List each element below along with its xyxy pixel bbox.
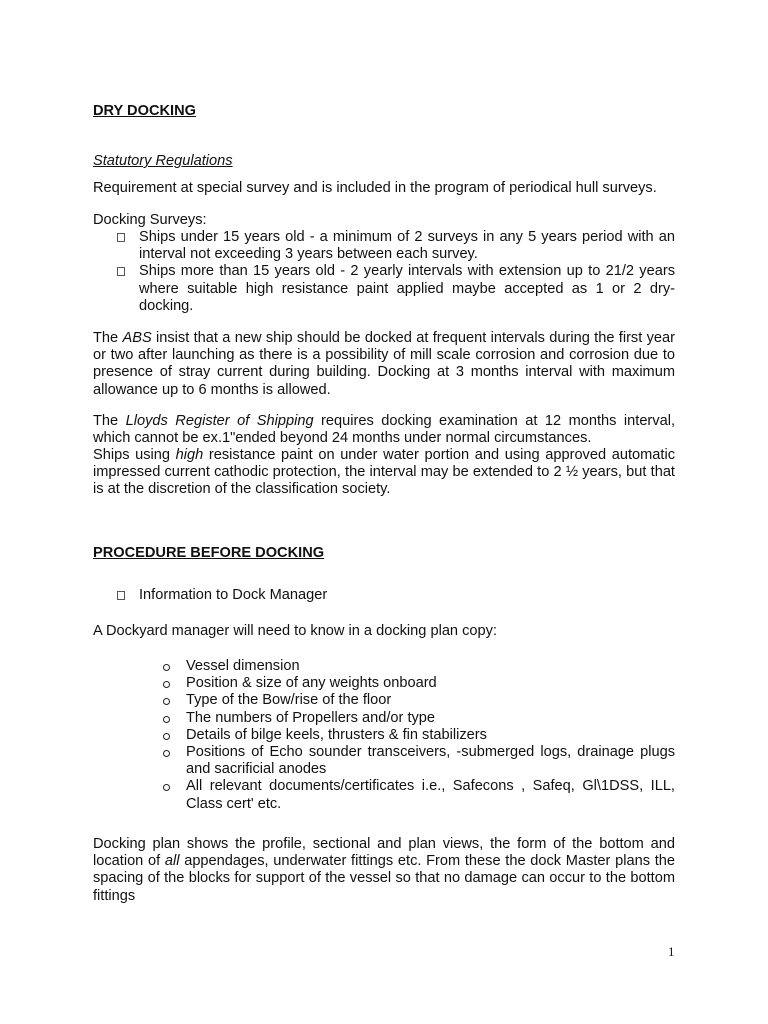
- abs-pre-text: The: [93, 330, 123, 346]
- dockyard-intro-paragraph: A Dockyard manager will need to know in a docking plan copy:: [93, 623, 497, 639]
- procedure-heading: PROCEDURE BEFORE DOCKING: [93, 545, 325, 561]
- list-item-text: Ships under 15 years old - a minimum of 2 surveys in any 5 years period with an interval not exceeding 3 years between each survey.: [139, 229, 675, 263]
- circle-bullet-icon: [163, 733, 170, 740]
- ships-using-post-text: resistance paint on under water portion and using approved automatic impressed current cathodic protection, the interval may be extended to 2 ½ years, but that is at the discretion of the classification society.: [93, 447, 675, 498]
- docking-plan-post-text: appendages, underwater fittings etc. From these the dock Master plans the spacing of the blocks for support of the vessel so that no damage can occur to the bottom fittings: [93, 853, 675, 904]
- list-item-text: Type of the Bow/rise of the floor: [186, 692, 392, 709]
- list-item: [117, 587, 675, 604]
- docking-plan-list: [162, 658, 675, 813]
- requirement-paragraph: Requirement at special survey and is included in the program of periodical hull surveys.: [93, 180, 657, 196]
- procedure-bullet-list: [117, 587, 675, 604]
- list-item-text: Positions of Echo sounder transceivers, -submerged logs, drainage plugs and sacrificial anodes: [186, 744, 675, 778]
- circle-bullet-icon: [163, 716, 170, 723]
- circle-bullet-icon: [163, 750, 170, 757]
- ships-using-paragraph: [93, 447, 675, 499]
- square-bullet-icon: [117, 591, 125, 600]
- list-item-text: All relevant documents/certificates i.e., Safecons , Safeq, Gl\1DSS, ILL, Class cert' etc.: [186, 778, 675, 812]
- list-item: [162, 744, 675, 778]
- list-item: [162, 675, 675, 692]
- square-bullet-icon: [117, 267, 125, 276]
- lloyds-post-text: requires docking examination at 12 months interval, which cannot be ex.1"ended beyond 24 months under normal circumstances.: [93, 413, 676, 447]
- list-item-text: Ships more than 15 years old - 2 yearly intervals with extension up to 21/2 years where suitable high resistance paint applied maybe accepted as 1 or 2 dry-docking.: [139, 263, 675, 314]
- square-bullet-icon: [117, 233, 125, 242]
- ships-using-emphasis: high: [175, 447, 204, 463]
- ships-using-pre-text: Ships using: [93, 447, 176, 463]
- list-item-text: Vessel dimension: [186, 658, 300, 674]
- docking-plan-pre-text: Docking plan shows the profile, sectional and plan views, the form of the bottom and location of: [93, 836, 675, 870]
- list-item: [162, 692, 675, 709]
- statutory-regulations-heading: Statutory Regulations: [93, 153, 233, 169]
- docking-surveys-label: Docking Surveys:: [93, 212, 207, 228]
- docking-plan-paragraph: [93, 836, 675, 905]
- docking-plan-emphasis: all: [164, 853, 180, 870]
- abs-paragraph: [93, 330, 675, 399]
- list-item: [117, 263, 675, 315]
- docking-survey-list: [117, 229, 675, 315]
- list-item-text: Details of bilge keels, thrusters & fin stabilizers: [186, 726, 487, 743]
- page-number: 1: [668, 944, 675, 959]
- list-item-text: Information to Dock Manager: [139, 587, 328, 603]
- circle-bullet-icon: [163, 681, 170, 688]
- page-title: DRY DOCKING: [93, 103, 196, 119]
- lloyds-pre-text: The: [93, 413, 126, 429]
- circle-bullet-icon: [163, 664, 170, 671]
- list-item: [162, 710, 675, 727]
- list-item-text: Position & size of any weights onboard: [186, 675, 437, 692]
- abs-name: ABS: [122, 330, 152, 346]
- list-item: [162, 658, 675, 675]
- list-item: [162, 778, 675, 812]
- lloyds-name: Lloyds Register of Shipping: [125, 413, 314, 429]
- circle-bullet-icon: [163, 698, 170, 705]
- circle-bullet-icon: [163, 784, 170, 791]
- list-item: [162, 727, 675, 744]
- list-item: [117, 229, 675, 263]
- list-item-text: The numbers of Propellers and/or type: [186, 709, 436, 726]
- lloyds-paragraph: [93, 413, 675, 447]
- abs-post-text: insist that a new ship should be docked at frequent intervals during the first year or two after launching as there is a possibility of mill scale corrosion and corrosion due to presence of stray current during building. Docking at 3 months interval with maximum allowance up to 6 months is allowed.: [93, 330, 676, 398]
